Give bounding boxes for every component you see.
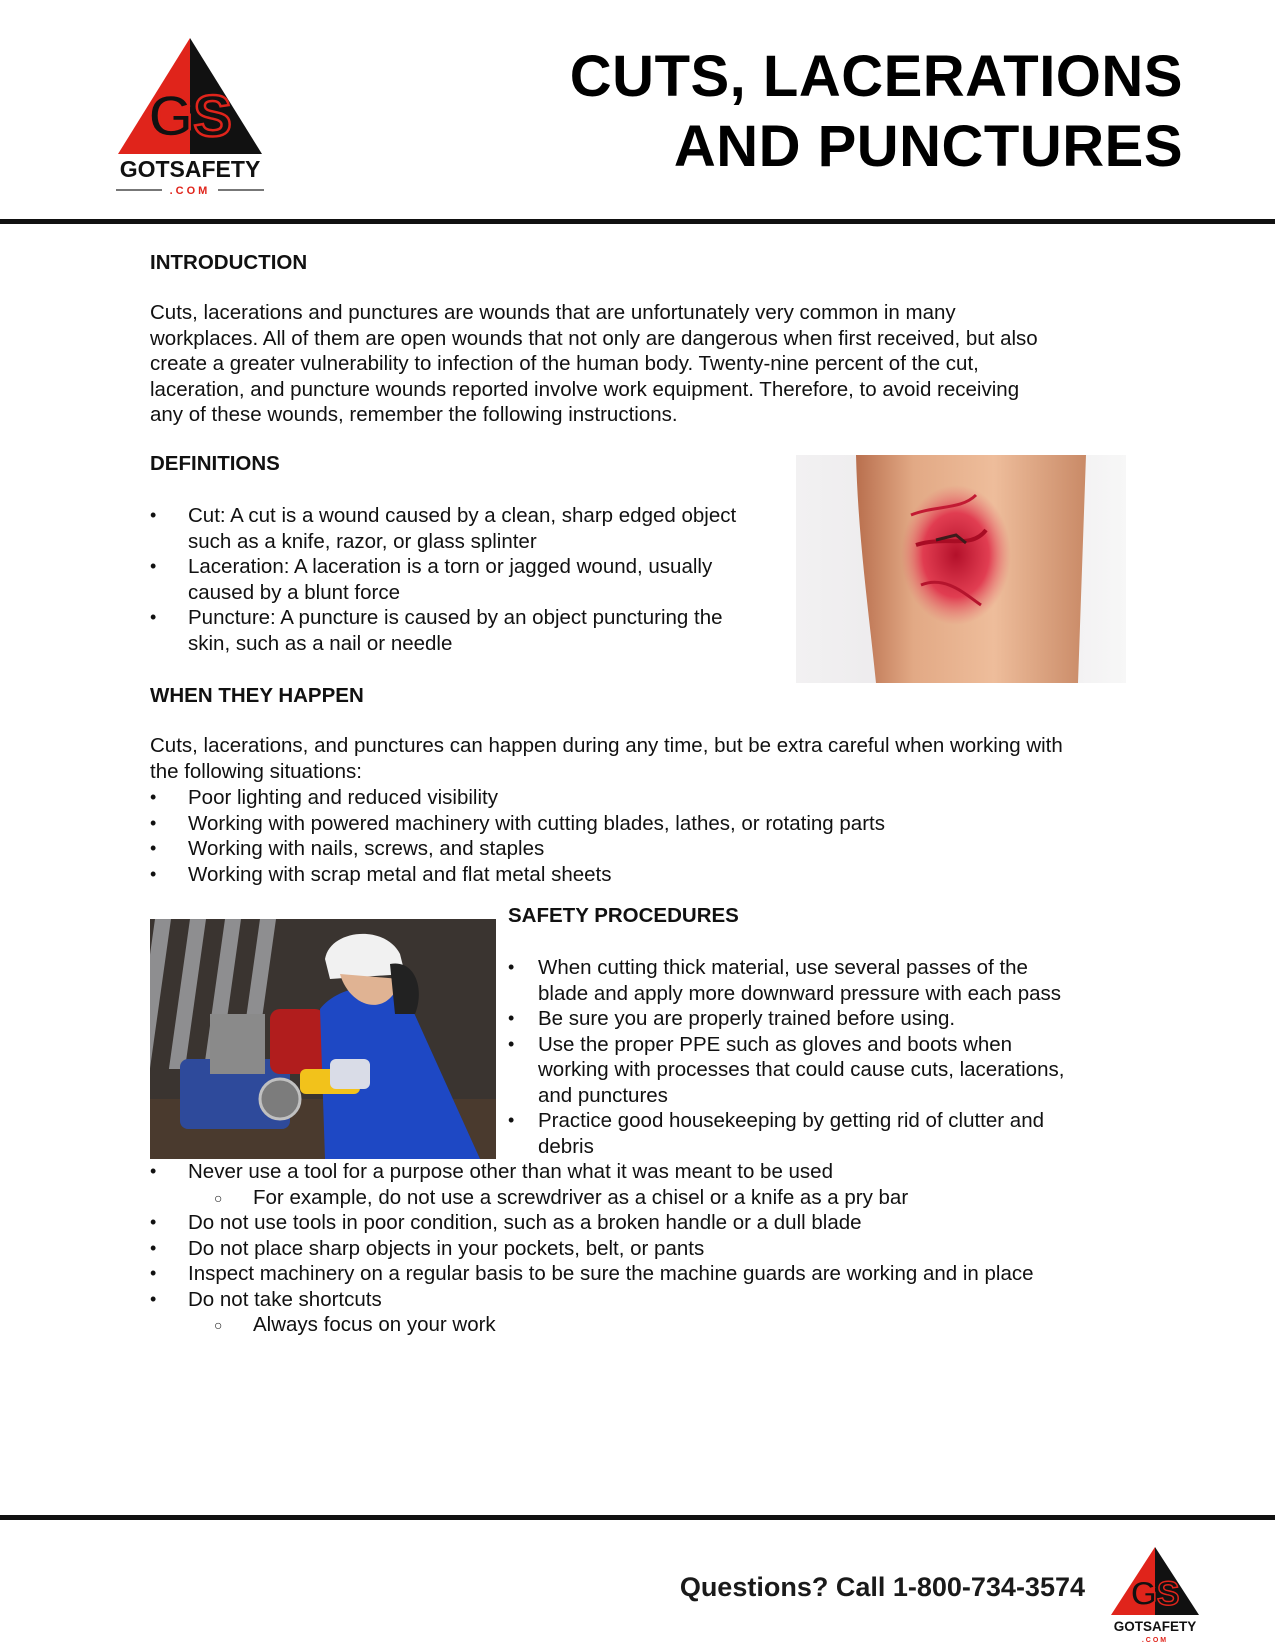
definitions-list [150,503,790,656]
arm-wound-photo [796,455,1126,683]
list-item: • When cutting thick material, use several passes of the blade and apply more downward pressure with each pass [508,955,1128,1006]
text-line: laceration, and puncture wounds reported involve work equipment. Therefore, to avoid receiving [150,377,1020,401]
sub-list-item: ○ Always focus on your work [150,1312,1150,1338]
text-line: any of these wounds, remember the following instructions. [150,403,678,426]
list-item: • Do not use tools in poor condition, such as a broken handle or a dull blade [150,1210,1150,1236]
when-intro-paragraph [150,733,1150,784]
list-item: • Practice good housekeeping by getting rid of clutter and debris [508,1108,1128,1159]
list-item: • Puncture: A puncture is caused by an object puncturing the skin, such as a nail or needle [150,605,790,656]
page-title-line-1: CUTS, LACERATIONS [569,44,1183,109]
sub-list-item: ○ For example, do not use a screwdriver as a chisel or a knife as a pry bar [150,1185,1150,1211]
list-item: • Be sure you are properly trained before using. [508,1006,1128,1032]
gotsafety-footer-logo-icon [1105,1545,1205,1643]
footer-logo-wordmark: GOTSAFETY [1113,1619,1197,1634]
list-item: • Never use a tool for a purpose other than what it was meant to be used [150,1159,1150,1185]
when-list [150,785,1150,887]
text-line: the following situations: [150,759,362,783]
list-item: • Working with nails, screws, and staples [150,836,1150,862]
text-line: create a greater vulnerability to infection of the human body. Twenty-nine percent of the cut, [150,352,979,375]
list-item: • Poor lighting and reduced visibility [150,785,1150,811]
logo-letters: GS [148,84,232,149]
list-item: • Working with powered machinery with cutting blades, lathes, or rotating parts [150,811,1150,837]
footer-divider [0,1515,1275,1520]
list-item: • Do not place sharp objects in your pockets, belt, or pants [150,1236,1150,1262]
list-item: • Laceration: A laceration is a torn or jagged wound, usually caused by a blunt force [150,554,790,605]
list-item: • Cut: A cut is a wound caused by a clean, sharp edged object such as a knife, razor, or glass splinter [150,503,790,554]
list-item: • Working with scrap metal and flat metal sheets [150,862,1150,888]
section-heading-when-they-happen: WHEN THEY HAPPEN [150,684,364,707]
safety-list [150,1159,1150,1338]
text-line: workplaces. All of them are open wounds that not only are dangerous when first received, but also [150,326,1038,350]
header-divider [0,219,1275,224]
worker-grinder-photo [150,919,496,1159]
footer-contact-text: Questions? Call 1-800-734-3574 [679,1572,1085,1602]
section-heading-definitions: DEFINITIONS [150,452,280,475]
text-line: Cuts, lacerations and punctures are wounds that are unfortunately very common in many [150,301,956,324]
page-title-line-2: AND PUNCTURES [673,114,1183,179]
list-item: • Do not take shortcuts [150,1287,1150,1313]
gotsafety-logo-icon [110,36,280,196]
safety-side-list [508,955,1128,1159]
logo-domain: .COM [169,185,211,196]
section-heading-introduction: INTRODUCTION [150,251,308,274]
page-title [570,42,1183,182]
footer-logo-letters: GS [1130,1575,1180,1613]
list-item: • Use the proper PPE such as gloves and boots when working with processes that could cause cuts, lacerations, and punctures [508,1032,1128,1109]
text-line: Cuts, lacerations, and punctures can happen during any time, but be extra careful when working with [150,734,1063,757]
list-item: • Inspect machinery on a regular basis to be sure the machine guards are working and in place [150,1261,1150,1287]
introduction-paragraph [150,300,1150,428]
logo-wordmark: GOTSAFETY [119,156,261,182]
footer-logo-domain: .COM [1141,1637,1169,1643]
section-heading-safety-procedures: SAFETY PROCEDURES [508,904,739,927]
